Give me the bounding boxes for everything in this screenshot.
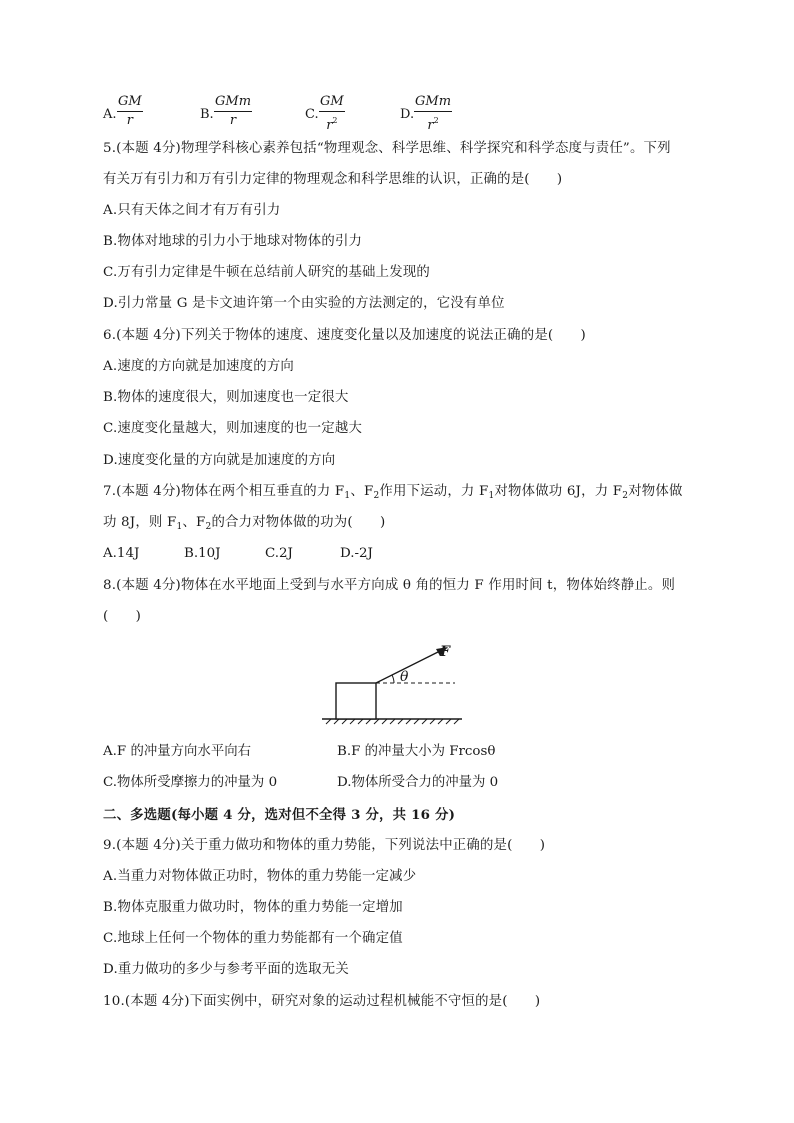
- q8-option-a[interactable]: A.F 的冲量方向水平向右: [103, 744, 251, 759]
- q7-option-d[interactable]: D.-2J: [340, 546, 373, 561]
- q4-option-a[interactable]: [103, 94, 153, 134]
- q5-option-b[interactable]: B.物体对地球的引力小于地球对物体的引力: [103, 234, 363, 249]
- force-diagram: [320, 640, 470, 730]
- q6-option-a[interactable]: A.速度的方向就是加速度的方向: [103, 359, 295, 374]
- q10-stem: 10.(本题 4分)下面实例中，研究对象的运动过程机械能不守恒的是( ): [103, 994, 541, 1009]
- q9-stem: 9.(本题 4分)关于重力做功和物体的重力势能，下列说法中正确的是( ): [103, 838, 546, 853]
- q6-option-d[interactable]: D.速度变化量的方向就是加速度的方向: [103, 453, 336, 468]
- option-label: D.: [400, 107, 415, 122]
- q8-stem-line1: 8.(本题 4分)物体在水平地面上受到与水平方向成 θ 角的恒力 F 作用时间 t，物体始终静止。则: [103, 578, 676, 593]
- q5-option-d[interactable]: D.引力常量 G 是卡文迪许第一个由实验的方法测定的，它没有单位: [103, 296, 505, 311]
- q7-option-a[interactable]: A.14J: [103, 546, 140, 561]
- option-label: A.: [103, 107, 117, 122]
- q4-option-c[interactable]: [305, 94, 355, 134]
- q9-option-c[interactable]: C.地球上任何一个物体的重力势能都有一个确定值: [103, 931, 403, 946]
- q9-option-a[interactable]: A.当重力对物体做正功时，物体的重力势能一定减少: [103, 869, 417, 884]
- option-label: B.: [200, 107, 214, 122]
- q7-option-c[interactable]: C.2J: [265, 546, 293, 561]
- option-label: C.: [305, 107, 319, 122]
- q4-option-d[interactable]: [400, 94, 460, 134]
- fraction-gm-over-r-squared: GM $r^2$: [320, 94, 344, 133]
- q7-stem-line2: 功 8J，则 $F_1$、$F_2$的合力对物体做的功为( ): [103, 515, 386, 532]
- force-diagram-svg: [320, 640, 470, 730]
- q8-stem-line2: ( ): [103, 609, 142, 624]
- q5-stem-line2: 有关万有引力和万有引力定律的物理观念和科学思维的认识，正确的是( ): [103, 172, 563, 187]
- q5-option-a[interactable]: A.只有天体之间才有万有引力: [103, 203, 281, 218]
- q6-option-b[interactable]: B.物体的速度很大，则加速度也一定很大: [103, 390, 349, 405]
- q9-option-d[interactable]: D.重力做功的多少与参考平面的选取无关: [103, 962, 349, 977]
- force-arrow: [376, 650, 442, 683]
- q9-option-b[interactable]: B.物体克服重力做功时，物体的重力势能一定增加: [103, 900, 403, 915]
- q5-option-c[interactable]: C.万有引力定律是牛顿在总结前人研究的基础上发现的: [103, 265, 431, 280]
- q6-stem: 6.(本题 4分)下列关于物体的速度、速度变化量以及加速度的说法正确的是( ): [103, 328, 586, 343]
- fraction-gmm-over-r-squared: GMm $r^2$: [415, 94, 452, 133]
- q8-option-c[interactable]: C.物体所受摩擦力的冲量为 0: [103, 775, 278, 790]
- block: [336, 683, 376, 719]
- q5-stem-line1: 5.(本题 4分)物理学科核心素养包括“物理观念、科学思维、科学探究和科学态度与责任”。下列: [103, 141, 671, 156]
- angle-label: θ: [400, 669, 409, 685]
- q7-stem-line1: 7.(本题 4分)物体在两个相互垂直的力 $F_1$、$F_2$作用下运动，力 $F_1$对物体做功 6J，力 $F_2$对物体做: [103, 484, 683, 501]
- q8-option-d[interactable]: D.物体所受合力的冲量为 0: [337, 775, 499, 790]
- q4-option-b[interactable]: [200, 94, 260, 134]
- force-label: F: [440, 644, 450, 660]
- section-heading-multiple-choice: 二、多选题(每小题 4 分，选对但不全得 3 分，共 16 分): [103, 807, 456, 823]
- q6-option-c[interactable]: C.速度变化量越大，则加速度的也一定越大: [103, 421, 363, 436]
- q7-option-b[interactable]: B.10J: [184, 546, 221, 561]
- fraction-gmm-over-r: GMm r: [215, 94, 252, 128]
- fraction-gm-over-r: GM r: [118, 94, 142, 128]
- q8-option-b[interactable]: B.F 的冲量大小为 Frcosθ: [337, 744, 496, 759]
- angle-arc: [392, 675, 394, 683]
